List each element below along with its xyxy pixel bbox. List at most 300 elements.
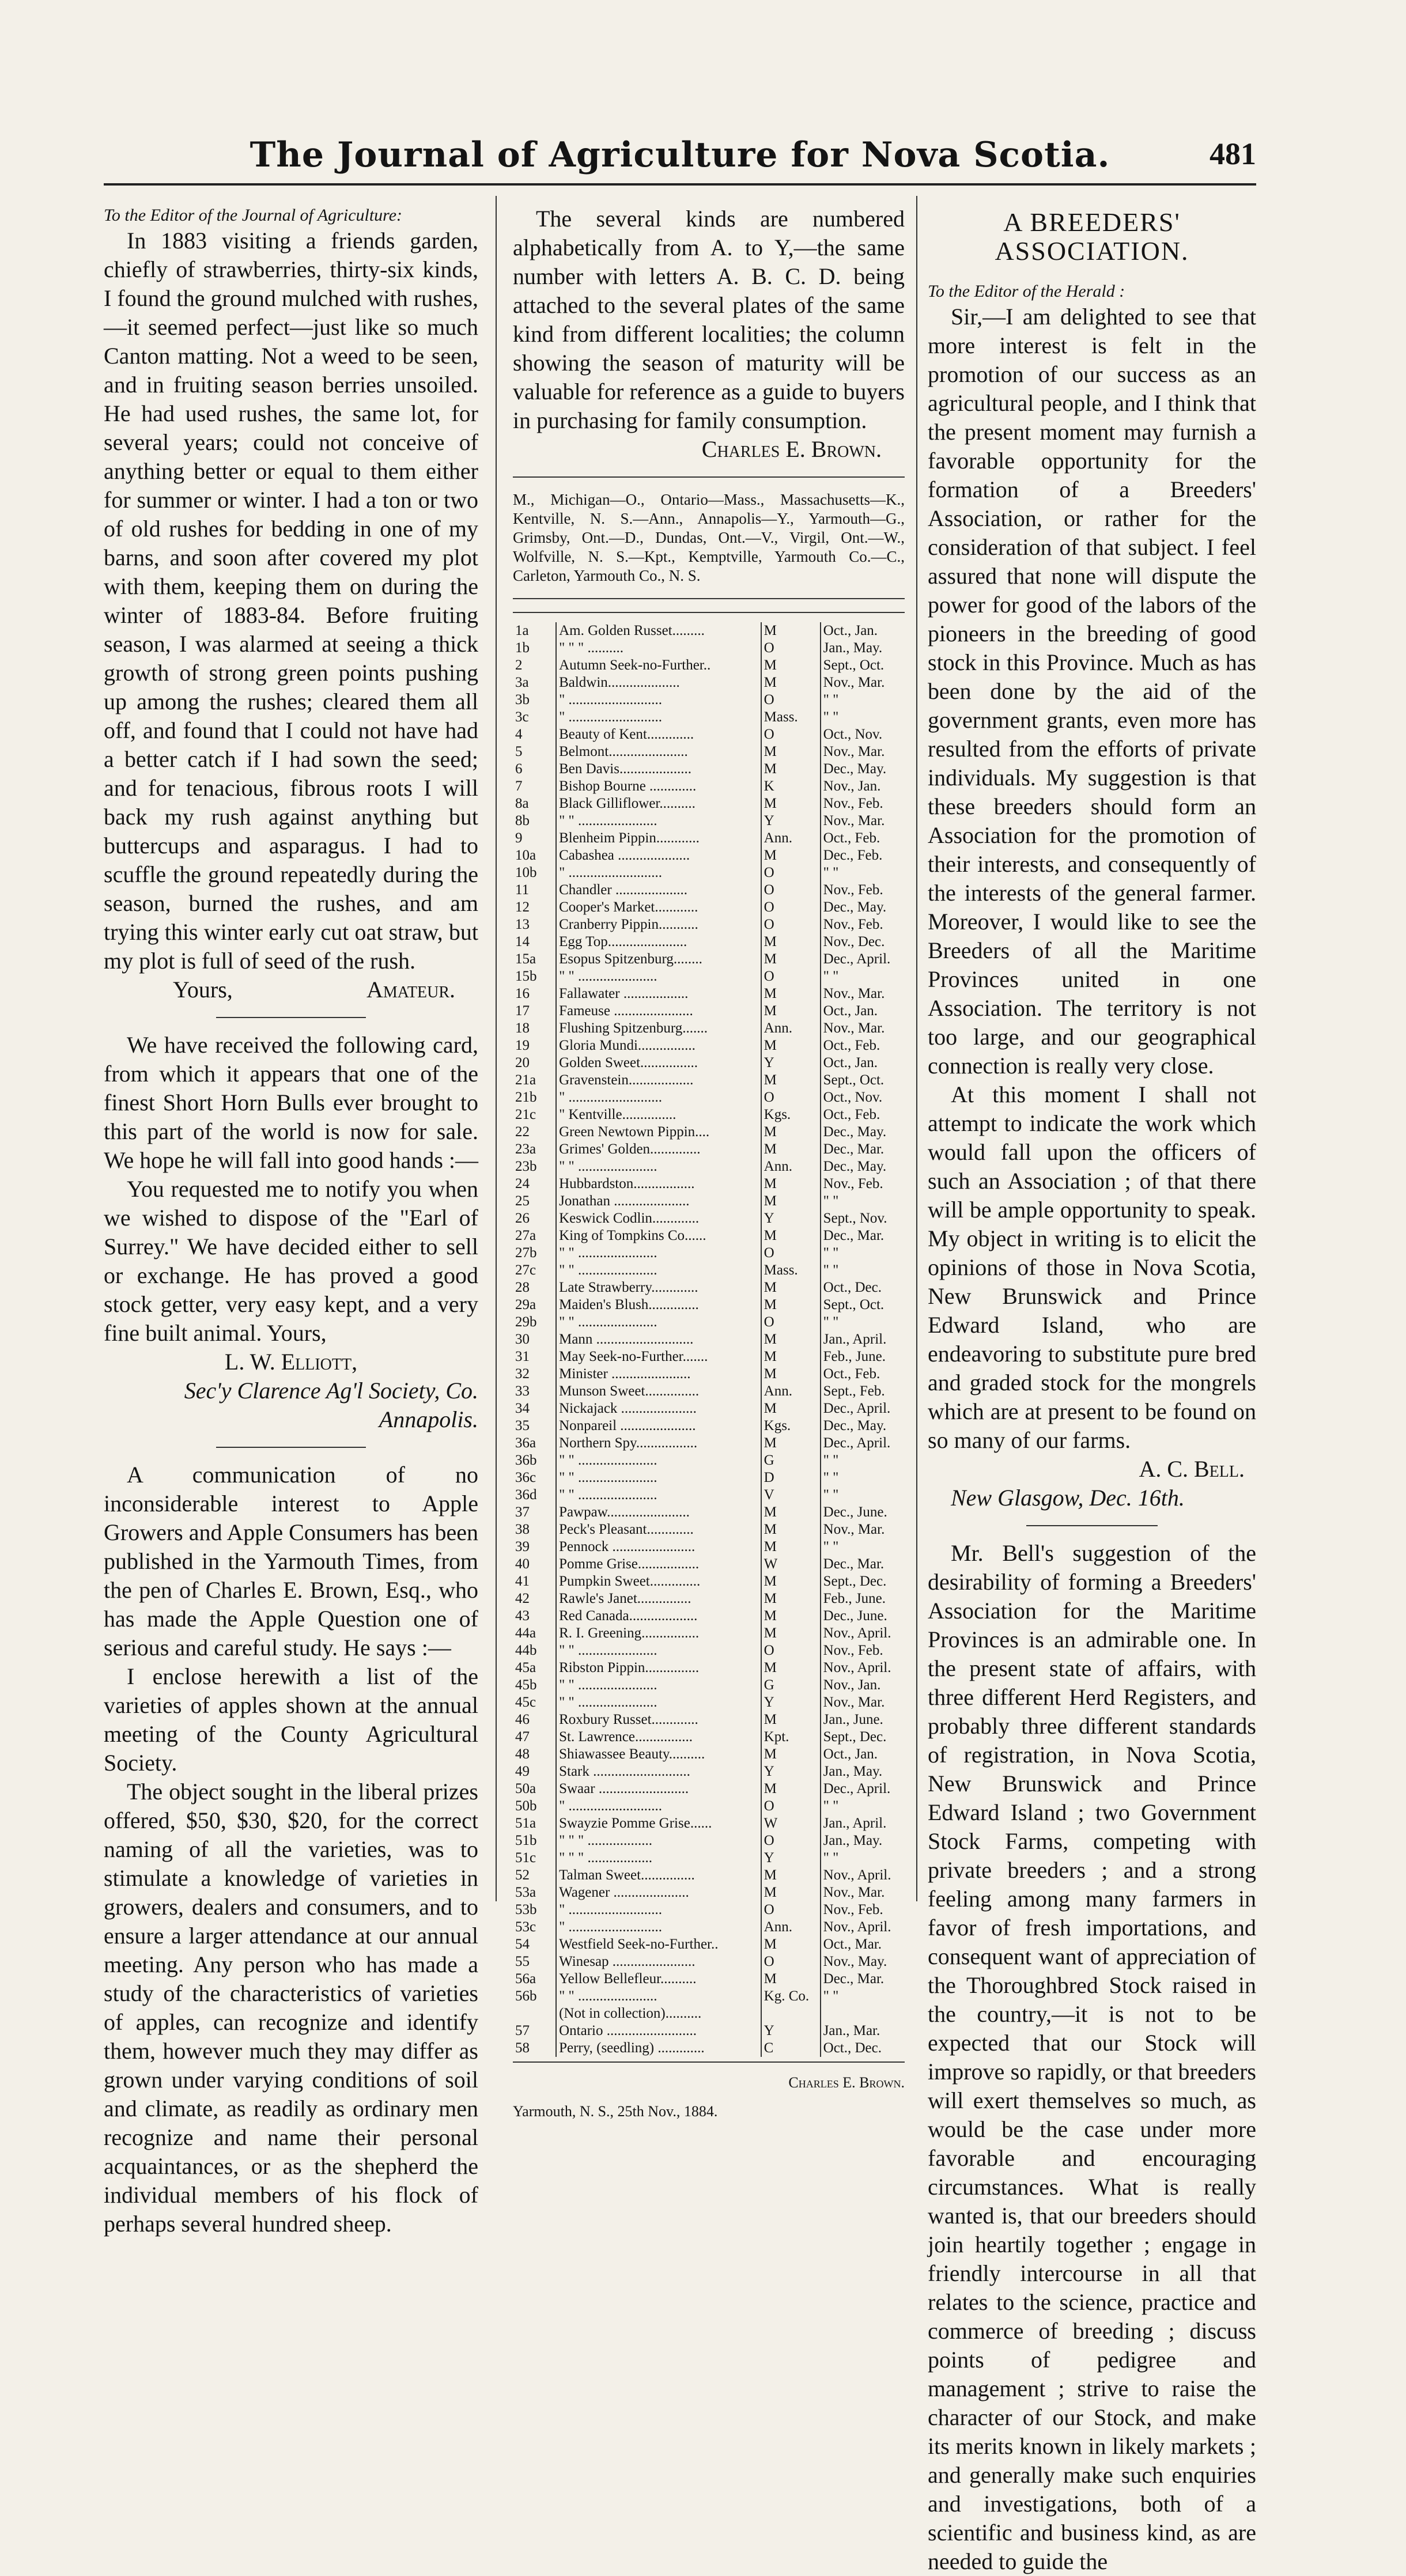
apple-variety: " " ...................... <box>556 1486 761 1504</box>
table-row <box>513 1867 905 1884</box>
key-divider <box>513 598 905 599</box>
apple-season: Nov., Mar. <box>823 1885 885 1900</box>
apple-number: 3c <box>513 709 556 726</box>
apple-variety: Minister ...................... <box>556 1365 761 1383</box>
apple-locality: M <box>761 1175 821 1193</box>
apple-variety: Perry, (seedling) ............. <box>556 2040 761 2057</box>
apple-variety: Westfield Seek-no-Further.. <box>556 1936 761 1953</box>
apple-number: 17 <box>513 1003 556 1020</box>
apple-locality: G <box>761 1677 821 1694</box>
table-row <box>513 1003 905 1020</box>
apple-variety: Hubbardston................. <box>556 1175 761 1193</box>
letter-address: To the Editor of the Journal of Agriculture: <box>104 206 403 225</box>
apple-variety: Rawle's Janet............... <box>556 1590 761 1607</box>
table-row <box>513 1538 905 1556</box>
apple-locality: M <box>761 951 821 968</box>
table-row <box>513 795 905 812</box>
apple-number: 25 <box>513 1193 556 1210</box>
table-row <box>513 2040 905 2057</box>
table-row <box>513 933 905 951</box>
header-rule <box>104 183 1256 186</box>
section-divider <box>216 1447 366 1448</box>
apple-season: Nov., Feb. <box>823 1643 883 1658</box>
apple-locality: Y <box>761 1849 821 1867</box>
apple-number: 30 <box>513 1331 556 1348</box>
apple-season: Nov., Mar. <box>823 675 885 690</box>
apple-variety: " " " .................. <box>556 1849 761 1867</box>
apple-season: " " <box>823 709 839 725</box>
apple-locality: M <box>761 1625 821 1642</box>
table-row <box>513 1400 905 1417</box>
apple-number: 55 <box>513 1953 556 1970</box>
apple-season: " " <box>823 692 839 708</box>
apple-locality: M <box>761 674 821 691</box>
table-row <box>513 1694 905 1711</box>
apple-variety: Belmont...................... <box>556 743 761 761</box>
apple-variety: Wagener ..................... <box>556 1884 761 1901</box>
breeders-letter-para2: At this moment I shall not attempt to indicate the work which would fall upon the officers of such an Association ; of that there will be ample opportunity to speak. My object in writing is to elicit the opinions of those in Nova Scotia, New Brunswick and Prince Edward Island, who are endeavoring to substitute pure bred and graded stock for the mongrels which are at present to be found on so many of our farms. <box>928 1081 1256 1453</box>
column-divider-left <box>496 196 497 1901</box>
table-row <box>513 657 905 674</box>
apple-season: Jan., June. <box>823 1712 883 1727</box>
apple-variety: Ontario ......................... <box>556 2022 761 2040</box>
apple-variety: Red Canada................... <box>556 1607 761 1625</box>
apple-number: 51b <box>513 1832 556 1849</box>
apple-variety: Swaar ......................... <box>556 1780 761 1798</box>
table-row <box>513 1763 905 1780</box>
apple-variety: Gloria Mundi................ <box>556 1037 761 1054</box>
apple-number: 36c <box>513 1469 556 1486</box>
apple-locality: O <box>761 1314 821 1331</box>
apple-variety: Golden Sweet................ <box>556 1054 761 1072</box>
table-row <box>513 2022 905 2040</box>
table-row <box>513 1970 905 1988</box>
apple-number: 24 <box>513 1175 556 1193</box>
apple-locality: Kgs. <box>761 1417 821 1435</box>
apple-number: 44b <box>513 1642 556 1659</box>
apple-season: " " <box>823 1262 839 1278</box>
apple-number: 54 <box>513 1936 556 1953</box>
apple-variety: Blenheim Pippin............ <box>556 830 761 847</box>
apple-variety: Fameuse ...................... <box>556 1003 761 1020</box>
apple-locality: Ann. <box>761 1919 821 1936</box>
table-row <box>513 709 905 726</box>
apple-season: Dec., April. <box>823 1435 891 1451</box>
apple-locality: W <box>761 1556 821 1573</box>
apple-number: 23a <box>513 1141 556 1158</box>
letter-rushes-body: In 1883 visiting a friends garden, chiefly of strawberries, thirty-six kinds, I found the ground mulched with rushes, —it seemed perfect—just like so much Canton matting. Not a weed to be seen, and in fruiting season berries unsoiled. He had used rushes, the same lot, for several years; could not conceive of anything better or equal to them either for summer or winter. I had a ton or two of old rushes for bedding in one of my barns, and soon after covered my plot with them, keeping them on during the winter of 1883-84. Before fruiting season, I was alarmed at seeing a thick growth of strong green points pushing up among the rushes; cleared them all off, and found that I could not have had a better catch if I had sown the seed; and for tenacious, fibrous roots I will back my rush against anything but buttercups and asparagus. I had to scuffle the ground repeatedly during the season, burned the rushes, and am trying this winter early cut oat straw, but my plot is full of seed of the rush. <box>104 228 478 974</box>
apple-season: Oct., Jan. <box>823 1746 878 1762</box>
apple-number: 22 <box>513 1124 556 1141</box>
apple-season: Nov., Feb. <box>823 917 883 932</box>
apple-locality: O <box>761 1089 821 1106</box>
apple-locality: M <box>761 1504 821 1521</box>
apple-locality: O <box>761 1832 821 1849</box>
apple-locality: O <box>761 968 821 985</box>
apple-season: Oct., Feb. <box>823 830 880 846</box>
apple-season: Oct., Feb. <box>823 1038 880 1053</box>
apple-locality: Ann. <box>761 830 821 847</box>
apple-variety: Bishop Bourne ............. <box>556 778 761 795</box>
apple-number: 32 <box>513 1365 556 1383</box>
apple-intro-signature: Charles E. Brown. <box>701 436 882 462</box>
apple-variety: " " ...................... <box>556 1158 761 1175</box>
apple-variety: " Kentville............... <box>556 1106 761 1124</box>
table-row <box>513 743 905 761</box>
apple-season: Nov., May. <box>823 1954 887 1969</box>
apple-number: 3b <box>513 691 556 709</box>
apple-number: 31 <box>513 1348 556 1365</box>
apple-variety: " " ...................... <box>556 1988 761 2005</box>
apple-locality: K <box>761 778 821 795</box>
table-row <box>513 1573 905 1590</box>
table-row <box>513 1919 905 1936</box>
apple-variety: Pomme Grise................. <box>556 1556 761 1573</box>
apple-number: 29b <box>513 1314 556 1331</box>
apple-variety: Baldwin.................... <box>556 674 761 691</box>
apple-enclosure-note: I enclose herewith a list of the varieties of apples shown at the annual meeting of the County Agricultural Society. <box>104 1663 478 1776</box>
apple-season: Nov., Feb. <box>823 1176 883 1191</box>
apple-locality: O <box>761 640 821 657</box>
apple-locality: O <box>761 1953 821 1970</box>
apple-season: " " <box>823 1314 839 1330</box>
apple-locality: M <box>761 1884 821 1901</box>
apple-locality: M <box>761 1279 821 1296</box>
apple-locality: M <box>761 1365 821 1383</box>
table-row <box>513 1746 905 1763</box>
apple-season: Dec., May. <box>823 1124 887 1140</box>
editorial-comment: Mr. Bell's suggestion of the desirability of forming a Breeders' Association for the Maritime Provinces is an admirable one. In the present state of affairs, with three different Herd Registers, and probably three different standards of registration, in Nova Scotia, New Brunswick and Prince Edward Island ; two Government Stock Farms, competing with private breeders ; and a strong feeling among many farmers in favor of fresh importations, and consequent want of appreciation of the Thoroughbred Stock raised in the country,—it is not to be expected that our Stock will improve so rapidly, or that breeders will exert themselves so much, as would be the case under more favorable and encouraging circumstances. What is really wanted is, that our breeders should join heartily together ; engage in friendly intercourse in all that relates to the science, practice and commerce of breeding ; discuss points of pedigree and management ; strive to raise the character of our Stock, and make its merits known in likely markets ; and generally make such enquiries and investigations, both of a scientific and business kind, as are needed to guide the <box>928 1540 1256 2574</box>
apple-locality: Mass. <box>761 709 821 726</box>
apple-number: 45a <box>513 1659 556 1677</box>
apple-season: Nov., Jan. <box>823 1677 881 1693</box>
apple-locality: O <box>761 1901 821 1919</box>
apple-locality: M <box>761 1124 821 1141</box>
apple-locality: Kgs. <box>761 1106 821 1124</box>
apple-number: 56a <box>513 1970 556 1988</box>
apple-number: 6 <box>513 761 556 778</box>
table-row <box>513 1124 905 1141</box>
apple-number: 34 <box>513 1400 556 1417</box>
apple-locality: M <box>761 761 821 778</box>
apple-locality: M <box>761 1296 821 1314</box>
table-row <box>513 1158 905 1175</box>
apple-number: 39 <box>513 1538 556 1556</box>
apple-number: 15a <box>513 951 556 968</box>
apple-locality: M <box>761 743 821 761</box>
apple-season: " " <box>823 1988 839 2004</box>
apple-season: " " <box>823 1850 839 1866</box>
table-row <box>513 761 905 778</box>
apple-number: 52 <box>513 1867 556 1884</box>
apple-locality: G <box>761 1452 821 1469</box>
apple-number: 36d <box>513 1486 556 1504</box>
table-row <box>513 1780 905 1798</box>
table-row <box>513 1469 905 1486</box>
apple-locality: M <box>761 1867 821 1884</box>
apple-varieties-table-wrap <box>513 612 905 2063</box>
apple-season: Nov., April. <box>823 1625 891 1641</box>
table-row <box>513 1988 905 2005</box>
card-body: You requested me to notify you when we wished to dispose of the "Earl of Surrey." We have decided either to sell or exchange. He has proved a good stock getter, very easy kept, and a very fine built animal. Yours, <box>104 1176 478 1346</box>
table-row <box>513 1607 905 1625</box>
table-row <box>513 691 905 709</box>
apple-number: 21c <box>513 1106 556 1124</box>
apple-variety: " .......................... <box>556 1798 761 1815</box>
apple-variety: Munson Sweet............... <box>556 1383 761 1400</box>
table-row <box>513 1659 905 1677</box>
apple-locality: Y <box>761 1694 821 1711</box>
apple-variety: Green Newtown Pippin.... <box>556 1124 761 1141</box>
apple-locality: M <box>761 1970 821 1988</box>
table-row <box>513 1832 905 1849</box>
table-row <box>513 778 905 795</box>
apple-locality: M <box>761 1435 821 1452</box>
apple-locality: O <box>761 882 821 899</box>
apple-variety: " " " .................. <box>556 1832 761 1849</box>
apple-season: Oct., Jan. <box>823 623 878 638</box>
apple-season: Oct., Mar. <box>823 1936 882 1952</box>
apple-locality: W <box>761 1815 821 1832</box>
table-row <box>513 1141 905 1158</box>
apple-number: 27c <box>513 1262 556 1279</box>
apple-number: 58 <box>513 2040 556 2057</box>
apple-number: 2 <box>513 657 556 674</box>
apple-locality: O <box>761 899 821 916</box>
apple-season: Dec., April. <box>823 1781 891 1796</box>
apple-locality: M <box>761 1538 821 1556</box>
apple-number: 8b <box>513 812 556 830</box>
apple-locality: M <box>761 622 821 640</box>
table-row <box>513 812 905 830</box>
apple-locality: M <box>761 1573 821 1590</box>
apple-season: Feb., June. <box>823 1591 886 1606</box>
apple-season: Oct., Jan. <box>823 1003 878 1019</box>
table-row <box>513 2005 905 2022</box>
apple-variety: " " " .......... <box>556 640 761 657</box>
apple-season: Dec., May. <box>823 1159 887 1174</box>
table-row <box>513 640 905 657</box>
apple-season: Nov., April. <box>823 1919 891 1935</box>
apple-number: 48 <box>513 1746 556 1763</box>
apple-season: " " <box>823 969 839 984</box>
apple-season: Oct., Dec. <box>823 2040 882 2056</box>
apple-locality: V <box>761 1486 821 1504</box>
apple-variety: Black Gilliflower.......... <box>556 795 761 812</box>
apple-season: Dec., Mar. <box>823 1228 885 1243</box>
table-row <box>513 1193 905 1210</box>
apple-number: 42 <box>513 1590 556 1607</box>
apple-season: Sept., Oct. <box>823 657 885 673</box>
apple-season: Dec., April. <box>823 1401 891 1416</box>
apple-variety: " " ...................... <box>556 1694 761 1711</box>
table-row <box>513 1590 905 1607</box>
table-row <box>513 1521 905 1538</box>
apple-locality: M <box>761 1590 821 1607</box>
apple-number: 26 <box>513 1210 556 1227</box>
apple-locality: O <box>761 916 821 933</box>
table-row <box>513 1677 905 1694</box>
page-header <box>104 129 1256 181</box>
apple-number: 15b <box>513 968 556 985</box>
apple-locality: M <box>761 1780 821 1798</box>
apple-locality: Y <box>761 1210 821 1227</box>
apple-number: 12 <box>513 899 556 916</box>
apple-number: 19 <box>513 1037 556 1054</box>
card-intro: We have received the following card, from which it appears that one of the finest Short Horn Bulls ever brought to this part of the world is now for sale. We hope he will fall into good hands :— <box>104 1032 478 1173</box>
apple-number: 23b <box>513 1158 556 1175</box>
apple-season: Nov., April. <box>823 1660 891 1675</box>
apple-season: Jan., April. <box>823 1331 887 1347</box>
apple-locality: M <box>761 1400 821 1417</box>
apple-variety: Swayzie Pomme Grise...... <box>556 1815 761 1832</box>
card-sign-title: Sec'y Clarence Ag'l Society, Co. Annapolis. <box>184 1378 478 1432</box>
apple-number: 41 <box>513 1573 556 1590</box>
apple-variety: Roxbury Russet............. <box>556 1711 761 1728</box>
herald-address: To the Editor of the Herald : <box>928 282 1125 301</box>
apple-variety: Ben Davis.................... <box>556 761 761 778</box>
table-row <box>513 1331 905 1348</box>
apple-season: Dec., May. <box>823 1418 887 1433</box>
apple-locality: O <box>761 1245 821 1262</box>
card-sign-name: L. W. Elliott, <box>224 1349 358 1375</box>
table-row <box>513 1556 905 1573</box>
table-row <box>513 1262 905 1279</box>
apple-variety: " " ...................... <box>556 1677 761 1694</box>
table-row <box>513 1296 905 1314</box>
letter-signoff <box>104 975 478 1004</box>
table-row <box>513 726 905 743</box>
table-row <box>513 1175 905 1193</box>
table-row <box>513 1849 905 1867</box>
apple-locality: O <box>761 691 821 709</box>
apple-season: Dec., June. <box>823 1504 887 1520</box>
apple-variety: Pennock ....................... <box>556 1538 761 1556</box>
apple-locality: D <box>761 1469 821 1486</box>
section-divider <box>1026 1525 1158 1526</box>
column-divider-right <box>916 196 917 1901</box>
section-divider <box>216 1017 366 1018</box>
apple-number: 45b <box>513 1677 556 1694</box>
apple-variety: Winesap ....................... <box>556 1953 761 1970</box>
apple-season: Dec., Mar. <box>823 1556 885 1572</box>
apple-variety: Jonathan ..................... <box>556 1193 761 1210</box>
apple-variety: (Not in collection).......... <box>556 2005 761 2022</box>
column-two <box>513 205 905 2126</box>
table-row <box>513 1279 905 1296</box>
table-row <box>513 1798 905 1815</box>
apple-number: 33 <box>513 1383 556 1400</box>
table-row <box>513 899 905 916</box>
apple-number: 37 <box>513 1504 556 1521</box>
apple-number: 45c <box>513 1694 556 1711</box>
apple-number: 10a <box>513 847 556 864</box>
apple-variety: Yellow Bellefleur.......... <box>556 1970 761 1988</box>
apple-number: 53b <box>513 1901 556 1919</box>
apple-variety: Gravenstein.................. <box>556 1072 761 1089</box>
apple-locality: Y <box>761 1763 821 1780</box>
key-divider <box>513 476 905 478</box>
table-row <box>513 1054 905 1072</box>
apple-variety: Shiawassee Beauty.......... <box>556 1746 761 1763</box>
apple-variety: Fallawater .................. <box>556 985 761 1003</box>
apple-variety: " .......................... <box>556 1901 761 1919</box>
table-row <box>513 1435 905 1452</box>
apple-season: Dec., Mar. <box>823 1971 885 1987</box>
table-row <box>513 916 905 933</box>
column-one <box>104 205 478 2238</box>
apple-variety: Beauty of Kent............. <box>556 726 761 743</box>
apple-locality: M <box>761 1072 821 1089</box>
table-row <box>513 1452 905 1469</box>
apple-number: 36b <box>513 1452 556 1469</box>
apple-number: 38 <box>513 1521 556 1538</box>
apple-locality: M <box>761 1936 821 1953</box>
apple-number: 57 <box>513 2022 556 2040</box>
apple-season: Nov., Feb. <box>823 796 883 811</box>
apple-locality: Y <box>761 1054 821 1072</box>
apple-variety: Late Strawberry............. <box>556 1279 761 1296</box>
apple-locality: M <box>761 1331 821 1348</box>
apple-variety: Talman Sweet............... <box>556 1867 761 1884</box>
table-row <box>513 1953 905 1970</box>
table-row <box>513 1504 905 1521</box>
apple-season: " " <box>823 1470 839 1485</box>
breeders-letter-signature: A. C. Bell. <box>1139 1456 1245 1482</box>
apple-variety: Stark ........................... <box>556 1763 761 1780</box>
apple-variety: " .......................... <box>556 1919 761 1936</box>
apple-number: 3a <box>513 674 556 691</box>
apple-locality: M <box>761 847 821 864</box>
apple-locality: Y <box>761 812 821 830</box>
apple-locality: Mass. <box>761 1262 821 1279</box>
table-row <box>513 1227 905 1245</box>
table-row <box>513 1210 905 1227</box>
apple-season: Oct., Jan. <box>823 1055 878 1071</box>
apple-locality: O <box>761 726 821 743</box>
apple-locality: O <box>761 864 821 882</box>
apple-locality: Ann. <box>761 1158 821 1175</box>
table-row <box>513 1711 905 1728</box>
apple-variety: Autumn Seek-no-Further.. <box>556 657 761 674</box>
apple-season: Nov., Feb. <box>823 1902 883 1917</box>
apple-season: Oct., Feb. <box>823 1366 880 1382</box>
apple-number: 29a <box>513 1296 556 1314</box>
locality-key: M., Michigan—O., Ontario—Mass., Massachusetts—K., Kentville, N. S.—Ann., Annapolis—Y., Yarmouth—G., Grimsby, Ont.—D., Dundas, Ont.—V., Virgil, Ont.—W., Wolfville, N. S.—Kpt., Kemptville, Yarmouth Co.—C., Carleton, Yarmouth Co., N. S. <box>513 491 905 584</box>
apple-season: Dec., April. <box>823 951 891 967</box>
apple-season: " " <box>823 865 839 880</box>
apple-season: Dec., June. <box>823 1608 887 1624</box>
apple-number: 36a <box>513 1435 556 1452</box>
table-row <box>513 847 905 864</box>
table-row <box>513 968 905 985</box>
apple-locality: M <box>761 795 821 812</box>
apple-season: Feb., June. <box>823 1349 886 1364</box>
breeders-association-heading: A BREEDERS' ASSOCIATION. <box>995 207 1189 266</box>
apple-season: Nov., Dec. <box>823 934 885 950</box>
apple-locality: M <box>761 1607 821 1625</box>
apple-number: 53a <box>513 1884 556 1901</box>
apple-variety: Esopus Spitzenburg........ <box>556 951 761 968</box>
apple-variety: " .......................... <box>556 709 761 726</box>
apple-season: Dec., Feb. <box>823 848 883 863</box>
apple-number: 56b <box>513 1988 556 2005</box>
apple-variety: Egg Top...................... <box>556 933 761 951</box>
apple-season: " " <box>823 1245 839 1261</box>
apple-season: Dec., Mar. <box>823 1141 885 1157</box>
apple-number <box>513 2005 556 2022</box>
table-row <box>513 1348 905 1365</box>
